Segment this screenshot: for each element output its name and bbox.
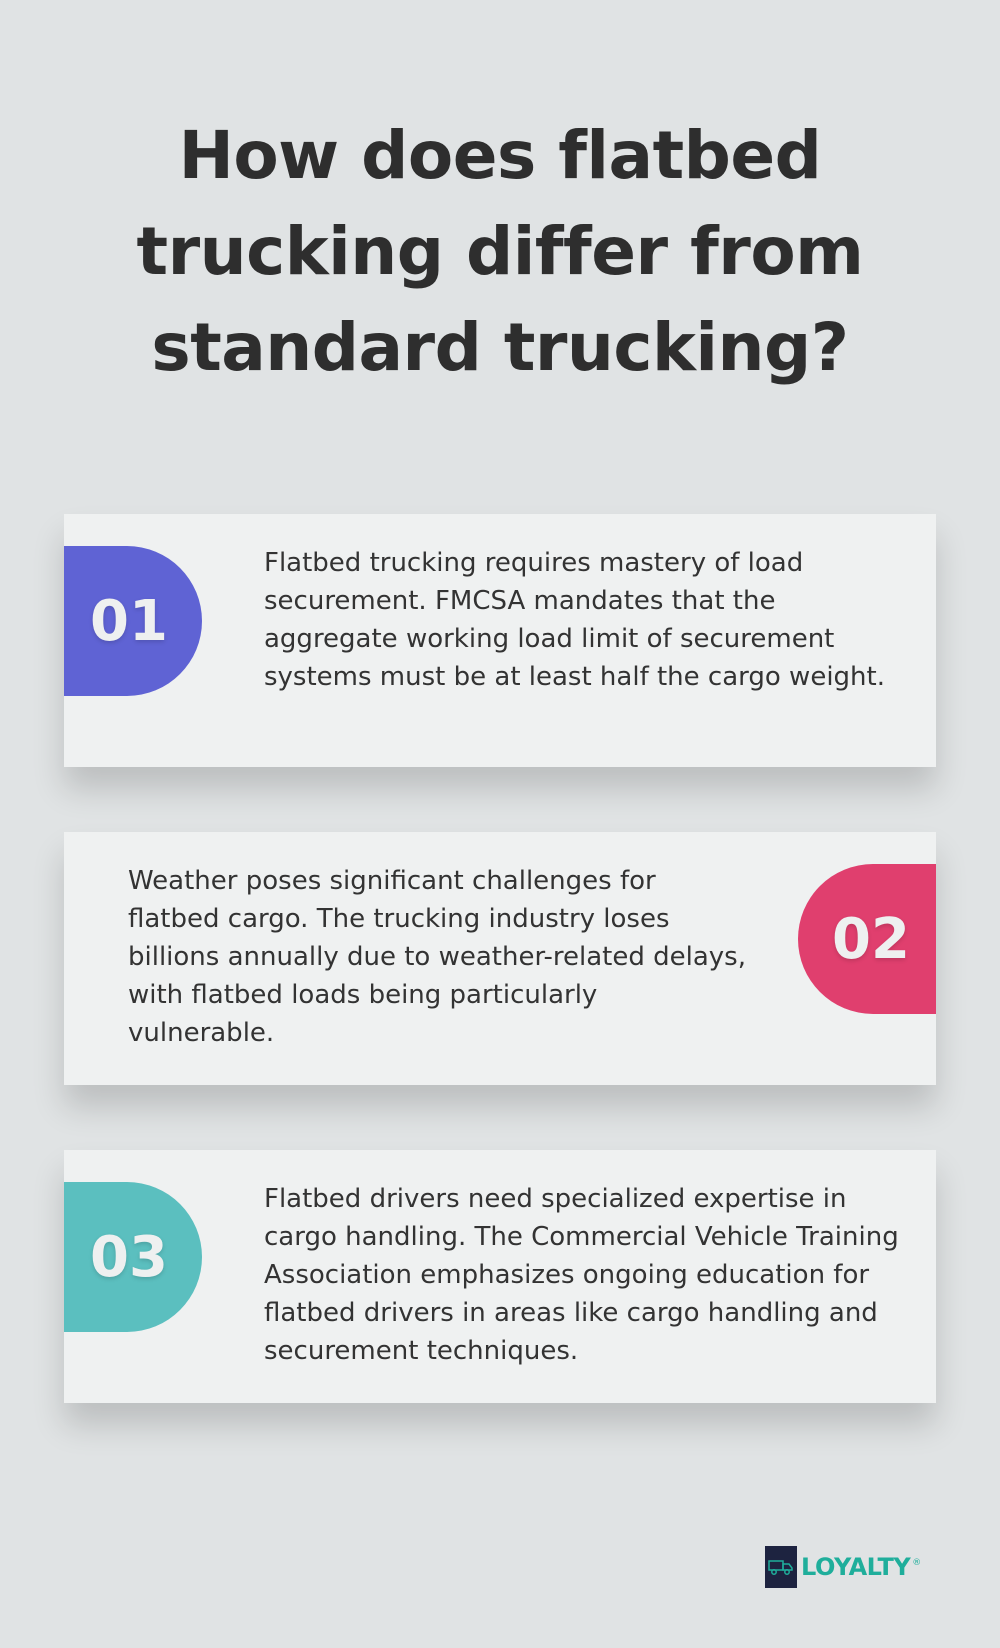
brand-wordmark: LOYALTY (801, 1553, 911, 1581)
truck-icon (765, 1546, 797, 1588)
registered-mark: ® (912, 1558, 922, 1568)
step-description: Flatbed trucking requires mastery of load securement. FMCSA mandates that the aggregate working load limit of securement systems must be at least half the cargo weight. (264, 548, 885, 692)
brand-logo (765, 1546, 921, 1588)
step-card-02 (64, 832, 936, 1085)
step-description: Flatbed drivers need specialized expertise in cargo handling. The Commercial Vehicle Training Association emphasizes ongoing education for flatbed drivers in areas like cargo handling and securement techniques. (264, 1184, 899, 1366)
step-card-03 (64, 1150, 936, 1403)
step-number-badge: 03 (64, 1182, 202, 1332)
step-card-01 (64, 514, 936, 767)
step-description: Weather poses significant challenges for flatbed cargo. The trucking industry loses billions annually due to weather-related delays, with flatbed loads being particularly vulnerable. (128, 866, 746, 1048)
step-number-badge: 02 (798, 864, 936, 1014)
step-number-badge: 01 (64, 546, 202, 696)
page-title: How does flatbed trucking differ from standard trucking? (136, 117, 864, 386)
